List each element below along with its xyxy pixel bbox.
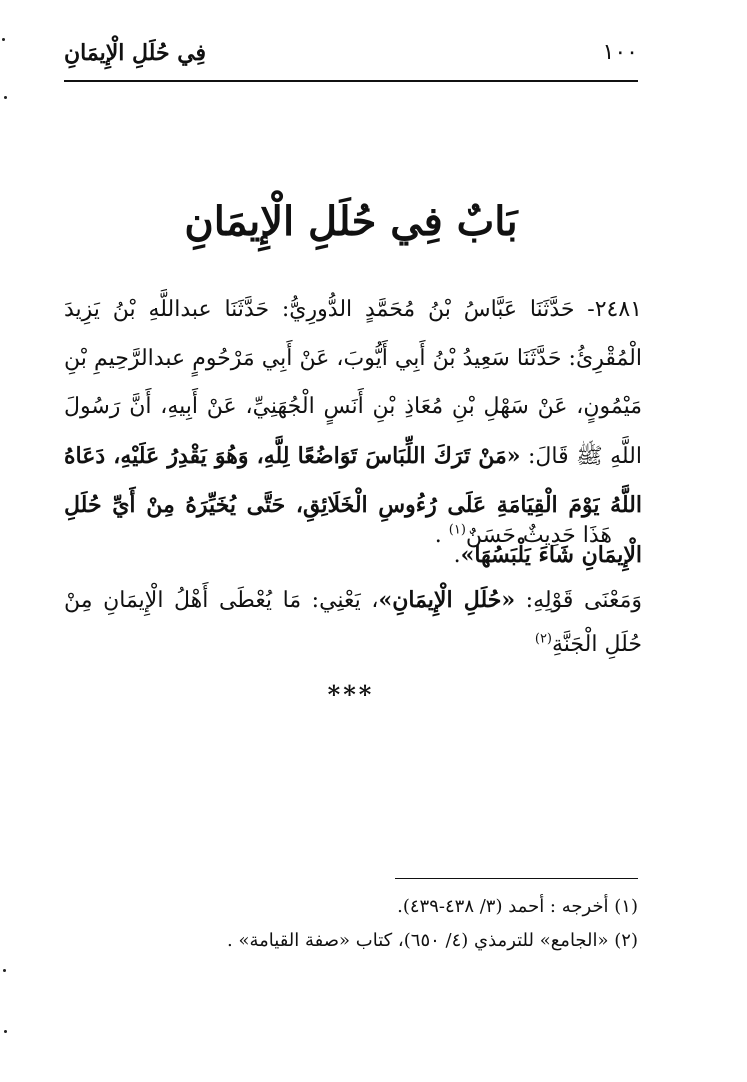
scan-speck [4, 1030, 7, 1033]
chapter-title: بَابٌ فِي حُلَلِ الْإِيمَانِ [184, 198, 518, 245]
hadith-isnad: حَدَّثَنَا عَبَّاسُ بْنُ مُحَمَّدٍ الدُّورِيُّ: حَدَّثَنَا عبداللَّهِ بْنُ يَزِيدَ الْمُقْرِئُ: حَدَّثَنَا سَعِيدُ بْنُ أَبِي أَيُّوبَ، عَنْ أَبِي مَرْحُومٍ عبدالرَّحِيمِ بْنِ مَيْمُونٍ، عَنْ سَهْلِ بْنِ مُعَاذِ بْنِ أَنَسٍ الْجُهَنِيِّ، عَنْ أَبِيهِ، أَنَّ رَسُولَ اللَّهِ ﷺ قَالَ: [64, 297, 642, 469]
section-separator: *** [327, 680, 375, 709]
footnote-ref-2: (٢) [534, 631, 552, 647]
scan-speck [4, 96, 7, 99]
scan-speck [3, 969, 6, 972]
header-rule [64, 80, 638, 82]
running-title: فِي حُلَلِ الْإِيمَانِ [64, 40, 207, 66]
grading-end: . [434, 523, 449, 548]
scan-speck [2, 38, 5, 41]
hadith-grading [64, 516, 612, 556]
explanation-text: ، يَعْنِي: مَا يُعْطَى أَهْلُ الْإِيمَانِ مِنْ حُلَلِ الْجَنَّةِ [64, 588, 642, 657]
footnote-rule [395, 878, 638, 879]
hadith-matn: «مَنْ تَرَكَ اللِّبَاسَ تَوَاضُعًا لِلَّهِ، وَهُوَ يَقْدِرُ عَلَيْهِ، دَعَاهُ اللَّهُ يَوْمَ الْقِيَامَةِ عَلَى رُءُوسِ الْخَلَائِقِ، حَتَّى يُخَيِّرَهُ مِنْ أَيِّ حُلَلِ الْإِيمَانِ شَاءَ يَلْبَسُهَا» [64, 442, 642, 568]
hadith-number: ٢٤٨١- [587, 297, 642, 322]
grading-text: هَذَا حَدِيثٌ حَسَنٌ [465, 523, 612, 548]
running-header [64, 40, 638, 84]
explanation-lead: وَمَعْنَى قَوْلِهِ: [515, 588, 642, 613]
hadith-end-mark: . [453, 542, 461, 568]
page-number: ١٠٠ [602, 40, 638, 65]
explanation-paragraph [64, 578, 642, 667]
footnotes [64, 890, 638, 958]
explanation-quote: «حُلَلِ الْإِيمَانِ» [378, 587, 516, 613]
footnote-1: (١) أخرجه : أحمد (٣/ ٤٣٨-٤٣٩). [397, 896, 638, 917]
footnote-2: (٢) «الجامع» للترمذي (٤/ ٦٥٠)، كتاب «صفة القيامة» . [227, 930, 638, 951]
footnote-ref-1: (١) [448, 522, 466, 538]
